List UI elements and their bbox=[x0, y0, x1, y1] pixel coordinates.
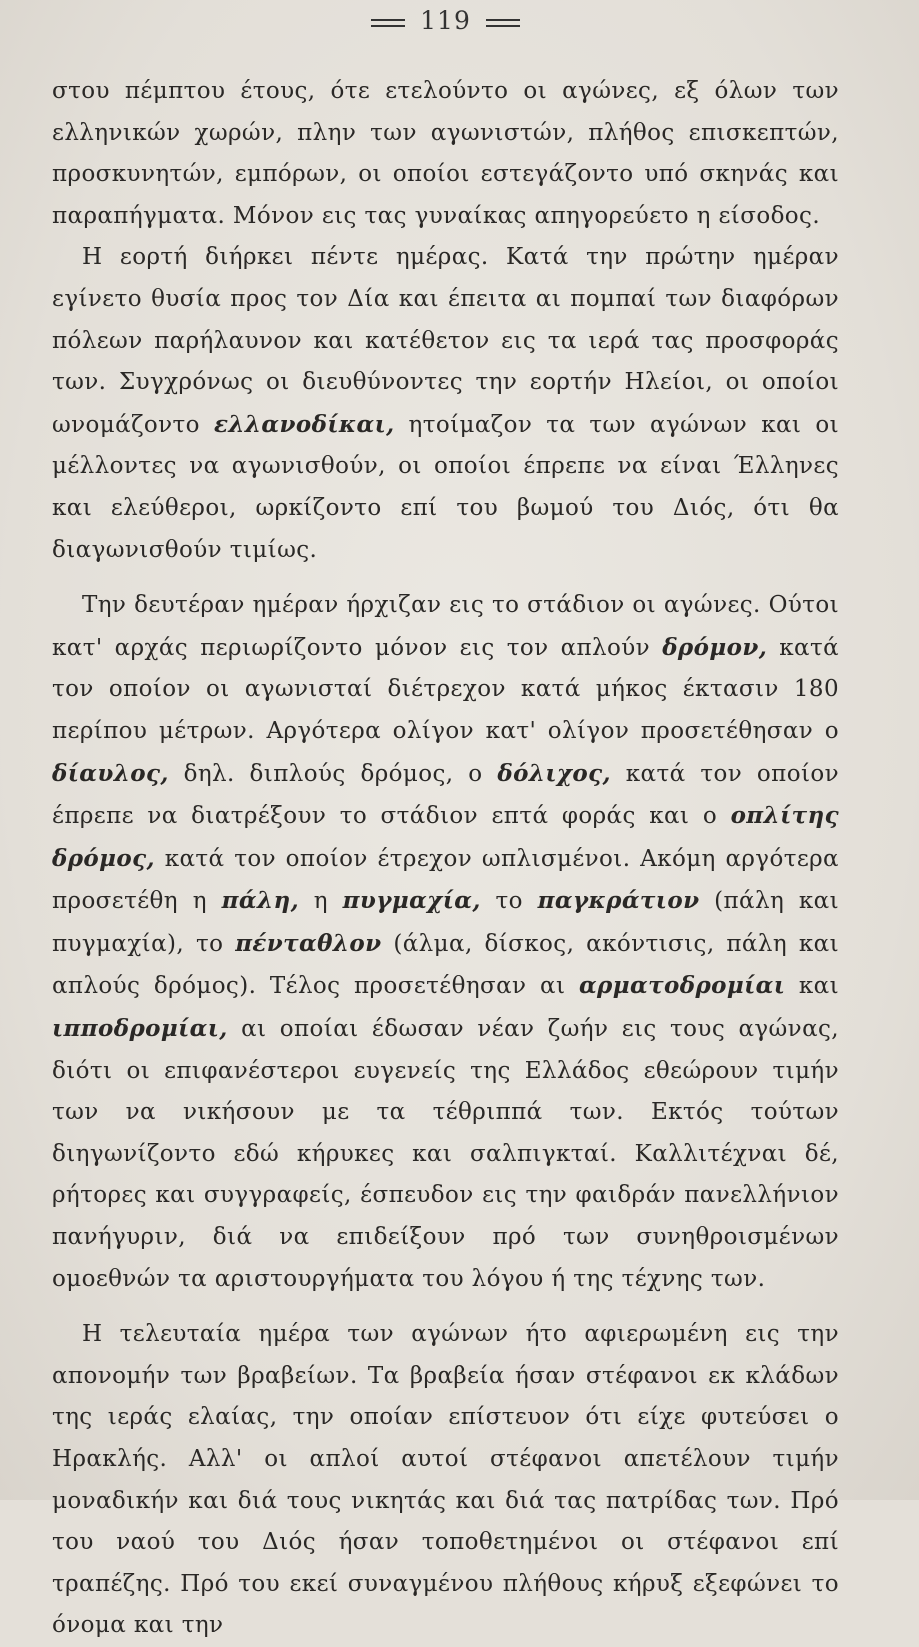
paragraph-contests bbox=[52, 585, 839, 1300]
emphasized-term: παγκράτιον bbox=[537, 887, 700, 915]
emphasized-term: πυγμαχία, bbox=[342, 887, 481, 915]
text-run: δηλ. διπλούς δρόμος, ο bbox=[168, 760, 498, 787]
emphasized-term: πάλη, bbox=[221, 887, 299, 915]
text-run: το bbox=[480, 888, 538, 915]
text-run: αι οποίαι έδωσαν νέαν ζωήν εις τους αγώνας, διότι οι επιφανέστεροι ευγενείς της Ελλάδος εθεώρουν τιμήν των να νικήσουν με τα τέθριππά των. Εκτός τούτων διηγωνίζοντο εδώ κήρυκες και σαλπιγκταί. Καλλιτέχναι δέ, ρήτορες και συγγραφείς, έσπευδον εις την φαιδράν πανελλήνιον πανήγυριν, διά να επιδείξουν πρό των συνηθροισμένων ομοεθνών τα αριστουργήματα του λόγου ή της τέχνης των. bbox=[52, 1016, 839, 1292]
page-number: 119 bbox=[420, 6, 471, 35]
page-number-header bbox=[52, 6, 839, 35]
emphasized-term: αρματοδρομίαι bbox=[578, 972, 786, 1000]
emphasized-term: ελλανοδίκαι, bbox=[213, 410, 395, 438]
text-run: (πάλη και πυγμαχία), το bbox=[52, 888, 840, 957]
paragraph-awards bbox=[52, 1314, 839, 1647]
emphasized-term: δρόμον, bbox=[662, 633, 768, 661]
rule-right bbox=[486, 19, 520, 27]
text-run: (άλμα, δίσκος, ακόντισις, πάλη και απλούς δρόμος). Τέλος προσετέθησαν αι bbox=[52, 930, 839, 1000]
emphasized-term: ιπποδρομίαι, bbox=[52, 1015, 228, 1043]
paragraph-continued bbox=[52, 71, 839, 237]
emphasized-term: δόλιχος, bbox=[497, 759, 611, 787]
text-run: στου πέμπτου έτους, ότε ετελούντο οι αγώνες, εξ όλων των ελληνικών χωρών, πλην των αγωνιστών, πλήθος επισκεπτών, προσκυνητών, εμπόρων, οι οποίοι εστεγάζοντο υπό σκηνάς και παραπήγματα. Μόνον εις τας γυναίκας απηγορεύετο η είσοδος. bbox=[52, 78, 839, 229]
paragraph-festival-days bbox=[52, 237, 839, 571]
text-run: Την δευτέραν ημέραν ήρχιζαν εις το στάδιον οι αγώνες. Ούτοι κατ' αρχάς περιωρίζοντο μόνον εις τον απλούν bbox=[52, 592, 839, 661]
text-run: Η εορτή διήρκει πέντε ημέρας. Κατά την πρώτην ημέραν εγίνετο θυσία προς τον Δία και έπειτα αι πομπαί των διαφόρων πόλεων παρήλαυνον και κατέθετον εις τα ιερά τας προσφοράς των. Συγχρόνως οι διευθύνοντες την εορτήν Ηλείοι, οι οποίοι ωνομάζοντο bbox=[52, 244, 839, 438]
text-run: κατά τον οποίον έτρεχον ωπλισμένοι. Ακόμη αργότερα προσετέθη η bbox=[52, 845, 839, 915]
body-text bbox=[52, 71, 839, 1647]
text-run: και bbox=[785, 973, 839, 1000]
text-run: η bbox=[299, 888, 343, 915]
text-run: κατά τον οποίον έπρεπε να διατρέξουν το στάδιον επτά φοράς και ο bbox=[52, 760, 839, 830]
emphasized-term: δίαυλος, bbox=[52, 759, 169, 787]
emphasized-term: πένταθλον bbox=[235, 929, 382, 957]
rule-left bbox=[371, 19, 405, 27]
text-run: κατά τον οποίον οι αγωνισταί διέτρεχον κατά μήκος έκτασιν 180 περίπου μέτρων. Αργότερα ολίγον κατ' ολίγον προσετέθησαν ο bbox=[52, 634, 839, 744]
text-run: Η τελευταία ημέρα των αγώνων ήτο αφιερωμένη εις την απονομήν των βραβείων. Τα βραβεία ήσαν στέφανοι εκ κλάδων της ιεράς ελαίας, την οποίαν επίστευον ότι είχε φυτεύσει ο Ηρακλής. Αλλ' οι απλοί αυτοί στέφανοι απετέλουν τιμήν μοναδικήν και διά τους νικητάς και διά τας πατρίδας των. Πρό του ναού του Διός ήσαν τοποθετημένοι οι στέφανοι επί τραπέζης. Πρό του εκεί συναγμένου πλήθους κήρυξ εξεφώνει το όνομα και την bbox=[52, 1321, 839, 1639]
text-run: ητοίμαζον τα των αγώνων και οι μέλλοντες να αγωνισθούν, οι οποίοι έπρεπε να είναι Έλληνες και ελεύθεροι, ωρκίζοντο επί του βωμού του Διός, ότι θα διαγωνισθούν τιμίως. bbox=[52, 411, 839, 563]
emphasized-term: οπλίτης δρόμος, bbox=[52, 802, 839, 872]
